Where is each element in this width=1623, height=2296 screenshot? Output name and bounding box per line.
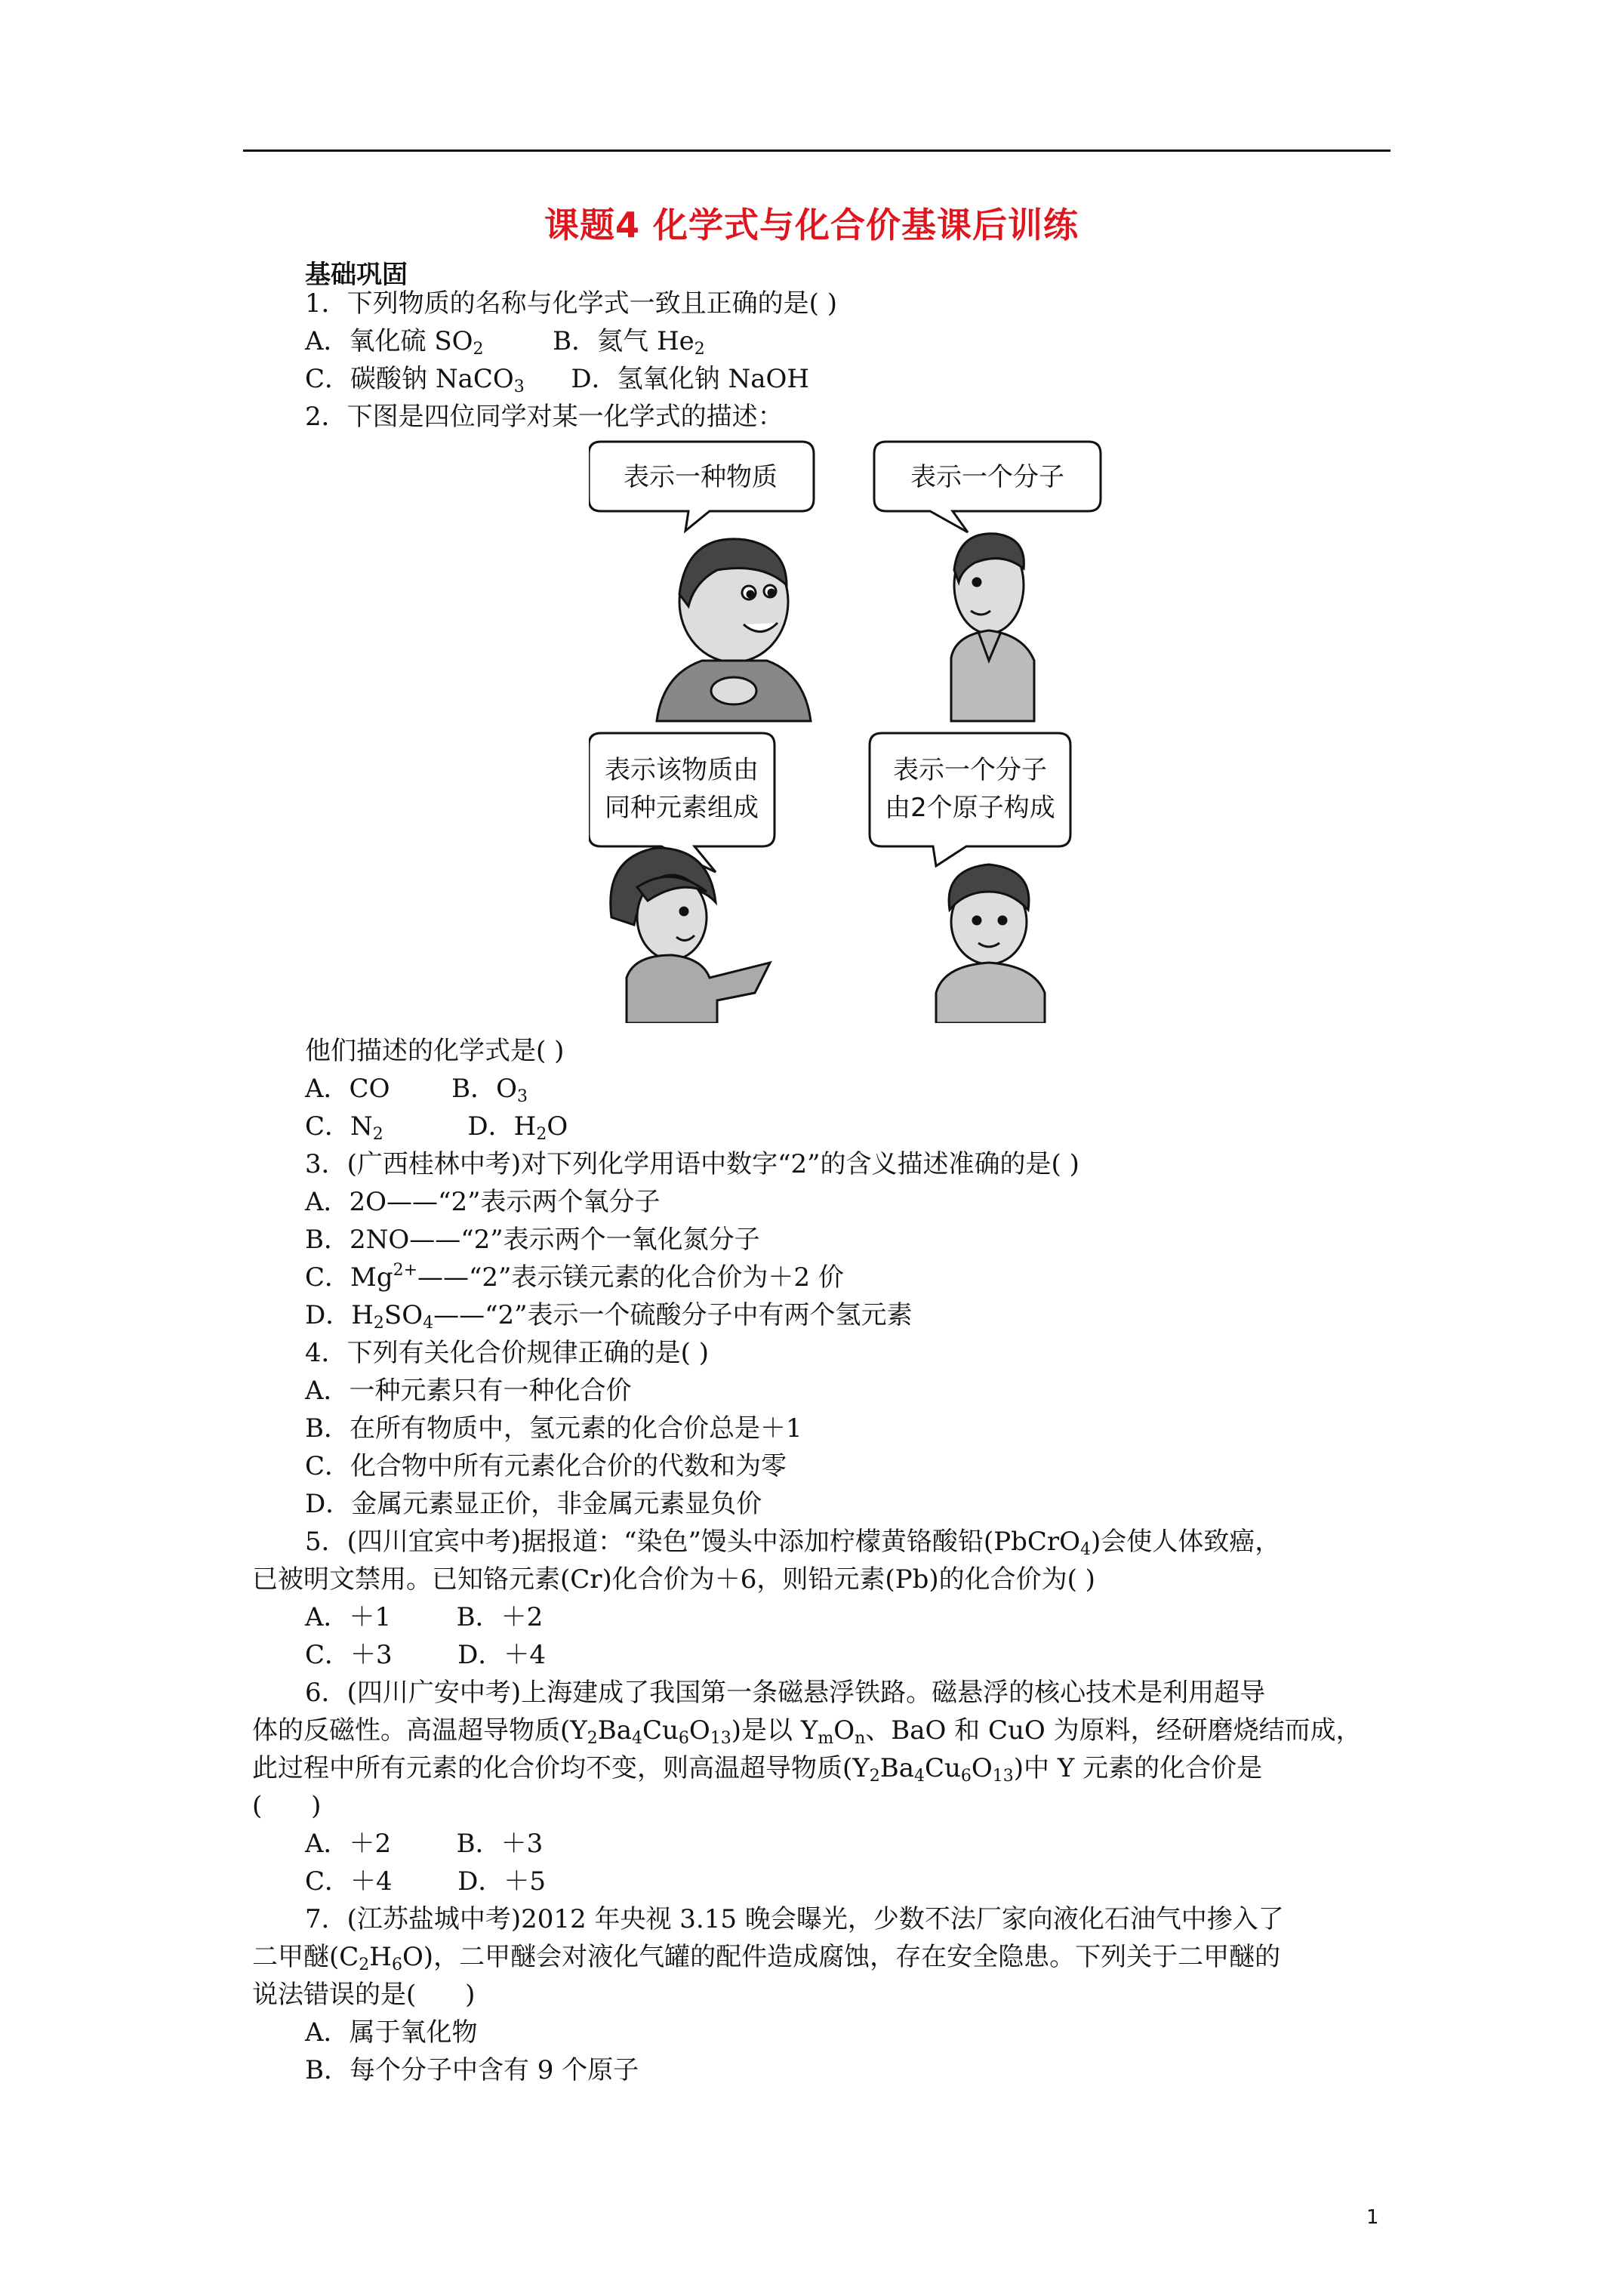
q5-options-cd: C．＋3 D．＋4 <box>305 1640 546 1670</box>
page-number: 1 <box>1366 2206 1379 2229</box>
q4-option-a: A．一种元素只有一种化合价 <box>305 1376 632 1406</box>
girl-figure <box>611 848 770 1023</box>
bubble-4-line-1: 表示一个分子 <box>893 755 1047 785</box>
boy-bottom-figure <box>936 864 1045 1023</box>
bubble-3-line-2: 同种元素组成 <box>605 793 759 823</box>
q2-option-b: B．$O_3$ <box>451 1074 528 1106</box>
speech-bubble-1 <box>589 442 814 531</box>
q5-options-ab: A．＋1 B．＋2 <box>305 1602 544 1632</box>
boy-left-figure <box>657 539 811 721</box>
q2-option-a: A．CO <box>305 1074 390 1104</box>
speech-bubble-2 <box>874 442 1101 532</box>
q3-option-c: C．$Mg^{2+}——“2$”表示镁元素的化合价为＋2 价 <box>305 1261 844 1293</box>
q7-line-1: 7．(江苏盐城中考)2012 年央视 3.15 晚会曝光，少数不法厂家向液化石油气中掺入了 <box>305 1904 1284 1934</box>
q4-stem: 4．下列有关化合价规律正确的是( ) <box>305 1338 709 1368</box>
q2-after: 他们描述的化学式是( ) <box>305 1036 565 1066</box>
q5-line-1: 5．(四川宜宾中考)据报道：“染色”馒头中添加柠檬黄铬酸铅(PbCrO$_4$)会使人体致癌， <box>305 1527 1281 1559</box>
q3-option-a: A．2O——“2”表示两个氧分子 <box>305 1187 661 1217</box>
q5-line-2: 已被明文禁用。已知铬元素(Cr)化合价为＋6，则铅元素(Pb)的化合价为( ) <box>252 1564 1095 1595</box>
q1-option-c: C．碳酸钠 NaCO$_3$ <box>305 364 525 396</box>
q7-line-3: 说法错误的是( ) <box>252 1980 476 2010</box>
bubble-1-text: 表示一种物质 <box>624 462 778 492</box>
q1-option-d: D．氢氧化钠 NaOH <box>571 364 809 394</box>
q4-option-b: B．在所有物质中，氢元素的化合价总是＋1 <box>305 1413 802 1444</box>
q1-option-b: B．氦气 $He_2$ <box>553 326 705 359</box>
bubble-3-line-1: 表示该物质由 <box>605 755 759 785</box>
q6-line-3: 此过程中所有元素的化合价均不变，则高温超导物质$(Y_2Ba_4Cu_6O_{13})$中 Y 元素的化合价是 <box>252 1753 1263 1786</box>
q2-option-c: C．$N_2$ <box>305 1111 383 1144</box>
q2-option-d: D．$H_2O$ <box>467 1111 568 1144</box>
speech-bubble-4 <box>870 733 1070 866</box>
q1-options-ab <box>305 326 705 359</box>
q6-line-4: ( ) <box>252 1791 322 1821</box>
students-illustration <box>589 434 1117 1023</box>
q6-line-2: 体的反磁性。高温超导物质$(Y_2Ba_4Cu_6O_{13})$是以 $Y_mO_n$、BaO 和 CuO 为原料，经研磨烧结而成， <box>252 1715 1362 1748</box>
q4-option-d: D．金属元素显正价，非金属元素显负价 <box>305 1489 762 1519</box>
bubble-2-text: 表示一个分子 <box>910 462 1064 492</box>
section-heading: 基础巩固 <box>305 260 408 290</box>
header-rule <box>243 149 1390 152</box>
q2-options-ab <box>305 1074 528 1104</box>
q6-options-cd: C．＋4 D．＋5 <box>305 1866 546 1897</box>
boy-right-figure <box>951 534 1034 721</box>
q1-option-a: A．氧化硫 $SO_2$ <box>305 326 484 359</box>
q7-line-2: 二甲醚$(C_2H_6O)$，二甲醚会对液化气罐的配件造成腐蚀，存在安全隐患。下列关于二甲醚的 <box>252 1942 1281 1974</box>
page-title: 课题4 化学式与化合价基课后训练 <box>544 205 1079 245</box>
q6-options-ab: A．＋2 B．＋3 <box>305 1829 544 1859</box>
q2-stem: 2．下图是四位同学对某一化学式的描述： <box>305 402 784 432</box>
q6-line-1: 6．(四川广安中考)上海建成了我国第一条磁悬浮铁路。磁悬浮的核心技术是利用超导 <box>305 1678 1266 1708</box>
q3-stem: 3．(广西桂林中考)对下列化学用语中数字“2”的含义描述准确的是( ) <box>305 1149 1079 1179</box>
q3-option-b: B．2NO——“2”表示两个一氧化氮分子 <box>305 1225 760 1255</box>
q7-option-a: A．属于氧化物 <box>305 2017 478 2048</box>
q4-option-c: C．化合物中所有元素化合价的代数和为零 <box>305 1451 787 1481</box>
bubble-4-line-2: 由2个原子构成 <box>885 793 1055 823</box>
q1-stem: 1．下列物质的名称与化学式一致且正确的是( ) <box>305 288 837 319</box>
q2-options-cd <box>305 1111 568 1142</box>
q3-option-d: D．$H_2SO_4——“2$”表示一个硫酸分子中有两个氢元素 <box>305 1300 913 1333</box>
q7-option-b: B．每个分子中含有 9 个原子 <box>305 2055 639 2085</box>
q1-options-cd <box>305 364 809 394</box>
